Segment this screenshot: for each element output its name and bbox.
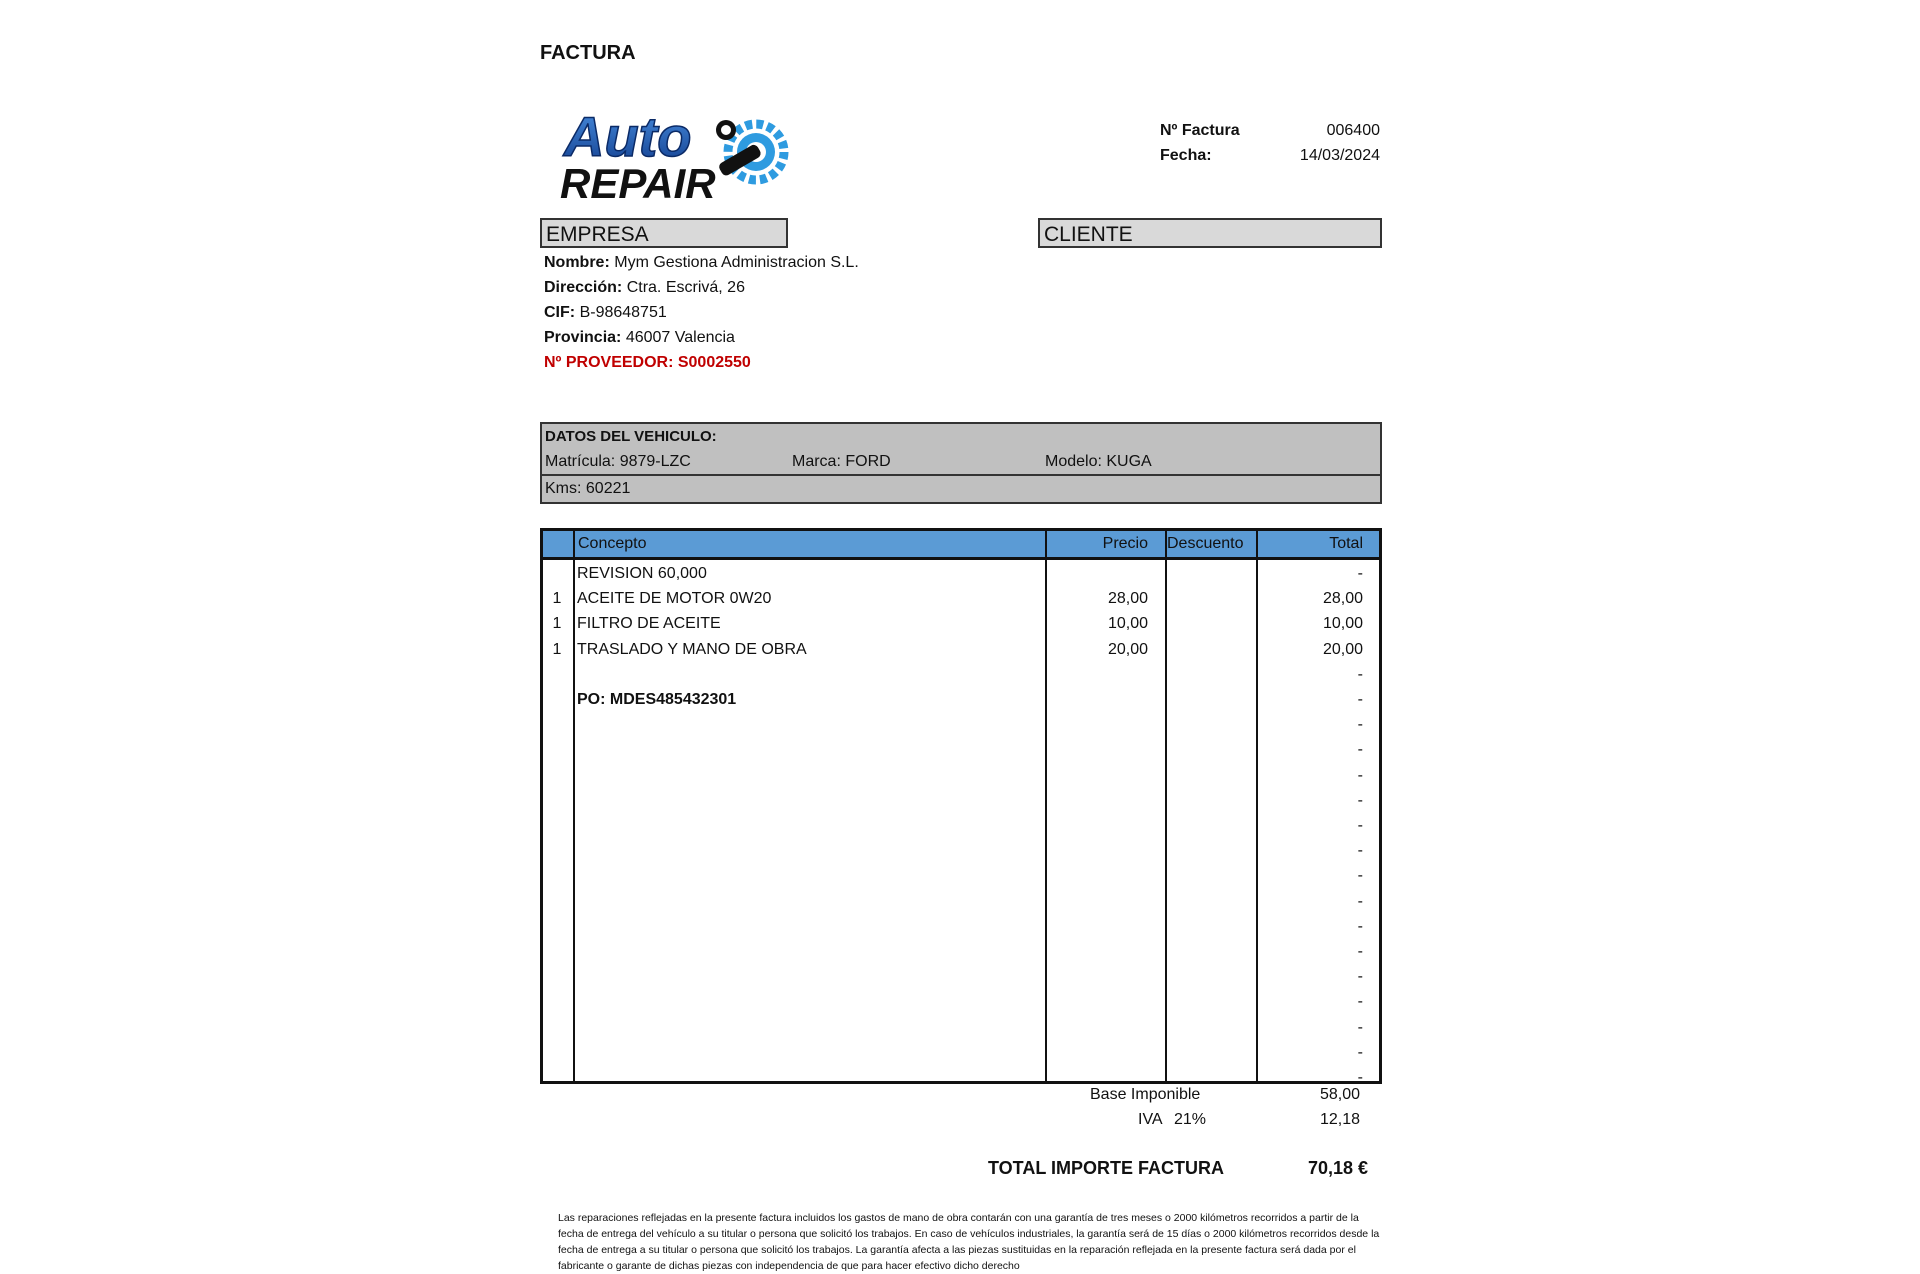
table-row xyxy=(543,788,1379,813)
company-cif-label: CIF: xyxy=(544,304,576,321)
row-total: - xyxy=(1357,1069,1363,1086)
table-row xyxy=(543,712,1379,737)
iva-row xyxy=(1040,1107,1360,1132)
table-header xyxy=(543,531,1379,560)
grand-total xyxy=(988,1158,1378,1183)
row-price: 10,00 xyxy=(1107,615,1148,633)
row-total: - xyxy=(1357,943,1363,960)
row-total: - xyxy=(1357,1018,1363,1036)
row-total: 10,00 xyxy=(1322,615,1363,633)
row-total: - xyxy=(1357,968,1363,986)
company-province: 46007 Valencia xyxy=(625,329,735,346)
row-total: 20,00 xyxy=(1322,640,1363,658)
vehicle-kms: Kms: 60221 xyxy=(542,474,1380,501)
table-row xyxy=(543,1040,1379,1065)
row-total: 28,00 xyxy=(1322,590,1363,608)
invoice-number: 006400 xyxy=(1326,122,1380,139)
vehicle-model: Modelo: KUGA xyxy=(1045,453,1152,470)
table-row xyxy=(543,989,1379,1014)
invoice-date: 14/03/2024 xyxy=(1299,147,1380,164)
header-total: Total xyxy=(1329,535,1363,552)
table-row xyxy=(543,813,1379,838)
grand-total-label: TOTAL IMPORTE FACTURA xyxy=(988,1158,1224,1178)
row-quantity: 1 xyxy=(552,590,562,608)
row-concept: TRASLADO Y MANO DE OBRA xyxy=(577,640,807,658)
invoice-date-label: Fecha: xyxy=(1160,147,1212,164)
row-total: - xyxy=(1357,993,1363,1011)
table-row xyxy=(543,863,1379,888)
vehicle-info-row xyxy=(542,449,1380,474)
cliente-header: CLIENTE xyxy=(1038,218,1382,248)
row-quantity: 1 xyxy=(552,640,562,658)
table-row xyxy=(543,737,1379,762)
vehicle-brand: Marca: FORD xyxy=(792,453,891,470)
row-total: - xyxy=(1357,817,1363,834)
row-total: - xyxy=(1357,842,1363,860)
base-label: Base Imponible xyxy=(1090,1086,1201,1103)
logo-word-auto: Auto xyxy=(564,105,692,168)
supplier-number: Nº PROVEEDOR: S0002550 xyxy=(544,354,751,371)
base-value: 58,00 xyxy=(1319,1086,1360,1103)
table-row xyxy=(543,889,1379,914)
invoice-meta xyxy=(1160,118,1380,168)
company-address: Ctra. Escrivá, 26 xyxy=(626,279,745,296)
header-concept: Concepto xyxy=(578,535,647,552)
table-row xyxy=(543,586,1379,611)
company-name: Mym Gestiona Administracion S.L. xyxy=(614,254,859,271)
base-row xyxy=(1040,1082,1360,1107)
row-price: 28,00 xyxy=(1107,590,1148,608)
table-row xyxy=(543,561,1379,586)
row-total: - xyxy=(1357,791,1363,809)
empresa-header: EMPRESA xyxy=(540,218,788,248)
grand-total-value: 70,18 € xyxy=(1307,1158,1368,1178)
invoice-number-label: Nº Factura xyxy=(1160,122,1240,139)
row-concept: REVISION 60,000 xyxy=(577,565,707,582)
line-items-table xyxy=(540,528,1382,1084)
row-concept: FILTRO DE ACEITE xyxy=(577,615,721,633)
company-details xyxy=(544,250,859,375)
iva-value: 12,18 xyxy=(1319,1111,1360,1128)
iva-rate: 21% xyxy=(1174,1111,1207,1128)
logo-word-repair: REPAIR xyxy=(560,160,716,204)
table-row xyxy=(543,1015,1379,1040)
vehicle-title: DATOS DEL VEHICULO: xyxy=(545,428,717,445)
warranty-terms: Las reparaciones reflejadas en la presente factura incluidos los gastos de mano de obra contarán con una garantía de tres meses o 2000 kilómetros recorridos a partir de la fecha de entrega del vehículo a su titular o persona que solicitó los trabajos. En caso de vehículos industriales, la garantía será de 15 días o 2000 kilómetros recorridos desde la fecha de entrega a su titular o persona que solicitó los trabajos. La garantía afecta a las piezas sustituidas en la reparación reflejada en la presente factura será dada por el fabricante o garante de dichas piezas con independencia de que para hacer efectivo dicho derecho xyxy=(558,1212,1380,1272)
company-province-label: Provincia: xyxy=(544,329,622,346)
table-row xyxy=(543,914,1379,939)
table-row xyxy=(543,662,1379,687)
table-row xyxy=(543,838,1379,863)
row-total: - xyxy=(1357,741,1363,759)
totals-block xyxy=(1040,1082,1360,1132)
row-total: - xyxy=(1357,665,1363,683)
table-row xyxy=(543,939,1379,964)
auto-repair-logo xyxy=(556,104,806,204)
iva-label: IVA xyxy=(1138,1111,1163,1128)
table-row xyxy=(543,763,1379,788)
header-price: Precio xyxy=(1102,535,1148,552)
row-total: - xyxy=(1357,565,1363,582)
row-total: - xyxy=(1357,766,1363,784)
table-row xyxy=(543,964,1379,989)
row-total: - xyxy=(1357,1043,1363,1061)
vehicle-data xyxy=(540,422,1382,504)
row-price: 20,00 xyxy=(1107,640,1148,658)
row-total: - xyxy=(1357,691,1363,708)
table-row xyxy=(543,637,1379,662)
table-row xyxy=(543,611,1379,636)
gear-wrench-icon xyxy=(716,120,784,180)
company-cif: B-98648751 xyxy=(579,304,667,321)
header-discount: Descuento xyxy=(1167,535,1244,552)
row-concept: ACEITE DE MOTOR 0W20 xyxy=(577,590,772,608)
table-row xyxy=(543,687,1379,712)
row-total: - xyxy=(1357,867,1363,885)
row-total: - xyxy=(1357,716,1363,734)
vehicle-plate: Matrícula: 9879-LZC xyxy=(545,453,691,470)
row-quantity: 1 xyxy=(552,615,562,633)
document-title: FACTURA xyxy=(540,42,636,64)
company-name-label: Nombre: xyxy=(544,254,610,271)
company-address-label: Dirección: xyxy=(544,279,623,296)
row-concept: PO: MDES485432301 xyxy=(577,691,737,708)
row-total: - xyxy=(1357,892,1363,910)
row-total: - xyxy=(1357,917,1363,935)
